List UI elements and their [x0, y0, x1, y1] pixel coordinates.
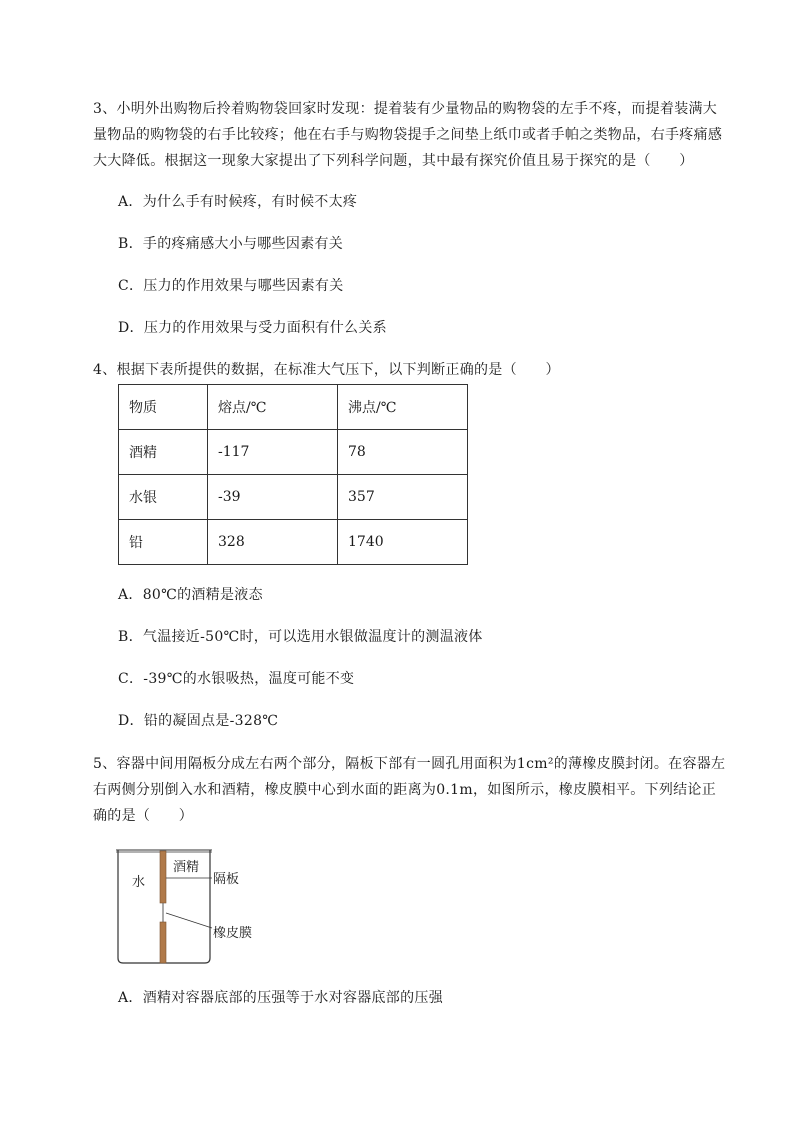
label-partition: 隔板	[213, 872, 240, 887]
label-alcohol: 酒精	[173, 860, 200, 875]
q3-option-b: B．手的疼痛感大小与哪些因素有关	[118, 236, 344, 252]
q3-option-d: D．压力的作用效果与受力面积有什么关系	[118, 320, 387, 336]
q4-stem: 4、根据下表所提供的数据，在标准大气压下，以下判断正确的是（ ）	[93, 362, 560, 378]
q3-stem-line1: 3、小明外出购物后拎着购物袋回家时发现：提着装有少量物品的购物袋的左手不疼，而提着装满大	[93, 101, 718, 117]
q3-stem-line3: 大大降低。根据这一现象大家提出了下列科学问题，其中最有探究价值且易于探究的是（ ）	[93, 153, 694, 169]
table-row	[119, 475, 468, 520]
q4-option-c: C．-39℃的水银吸热，温度可能不变	[118, 671, 355, 687]
label-water: 水	[132, 875, 146, 890]
q5-stem-line3: 确的是（ ）	[93, 808, 194, 824]
table-header-cell: 熔点/℃	[208, 385, 338, 430]
q3-stem-line2: 量物品的购物袋的右手比较疼；他在右手与购物袋提手之间垫上纸巾或者手帕之类物品，右手疼痛感	[93, 127, 723, 143]
table-row	[119, 520, 468, 565]
q4-option-b: B．气温接近-50℃时，可以选用水银做温度计的测温液体	[118, 629, 483, 645]
q5-stem-line1: 5、容器中间用隔板分成左右两个部分，隔板下部有一圆孔用面积为1cm²的薄橡皮膜封闭。在容器左	[93, 756, 726, 772]
table-header-row	[119, 385, 468, 430]
q3-option-c: C．压力的作用效果与哪些因素有关	[118, 278, 344, 294]
table-row	[119, 430, 468, 475]
q3-option-a: A．为什么手有时候疼，有时候不太疼	[118, 194, 358, 210]
q4-option-a: A．80℃的酒精是液态	[118, 587, 263, 603]
table-cell: -117	[208, 430, 338, 475]
table-cell: 328	[208, 520, 338, 565]
table-cell: 78	[338, 430, 468, 475]
partition-lower	[160, 922, 166, 963]
table-cell: 水银	[119, 475, 208, 520]
table-cell: 357	[338, 475, 468, 520]
membrane-leader-line	[166, 913, 212, 928]
q5-stem-line2: 右两侧分别倒入水和酒精，橡皮膜中心到水面的距离为0.1m，如图所示，橡皮膜相平。下列结论正	[93, 782, 717, 798]
q5-option-a: A．酒精对容器底部的压强等于水对容器底部的压强	[118, 990, 444, 1006]
table-header-cell: 沸点/℃	[338, 385, 468, 430]
label-membrane: 橡皮膜	[213, 926, 253, 941]
table-cell: 铅	[119, 520, 208, 565]
table-cell: 1740	[338, 520, 468, 565]
q4-option-d: D．铅的凝固点是-328℃	[118, 713, 279, 729]
melting-boiling-table	[118, 384, 468, 565]
table-cell: -39	[208, 475, 338, 520]
partition-upper	[160, 851, 166, 903]
container-diagram	[112, 846, 282, 968]
table-header-cell: 物质	[119, 385, 208, 430]
table-cell: 酒精	[119, 430, 208, 475]
